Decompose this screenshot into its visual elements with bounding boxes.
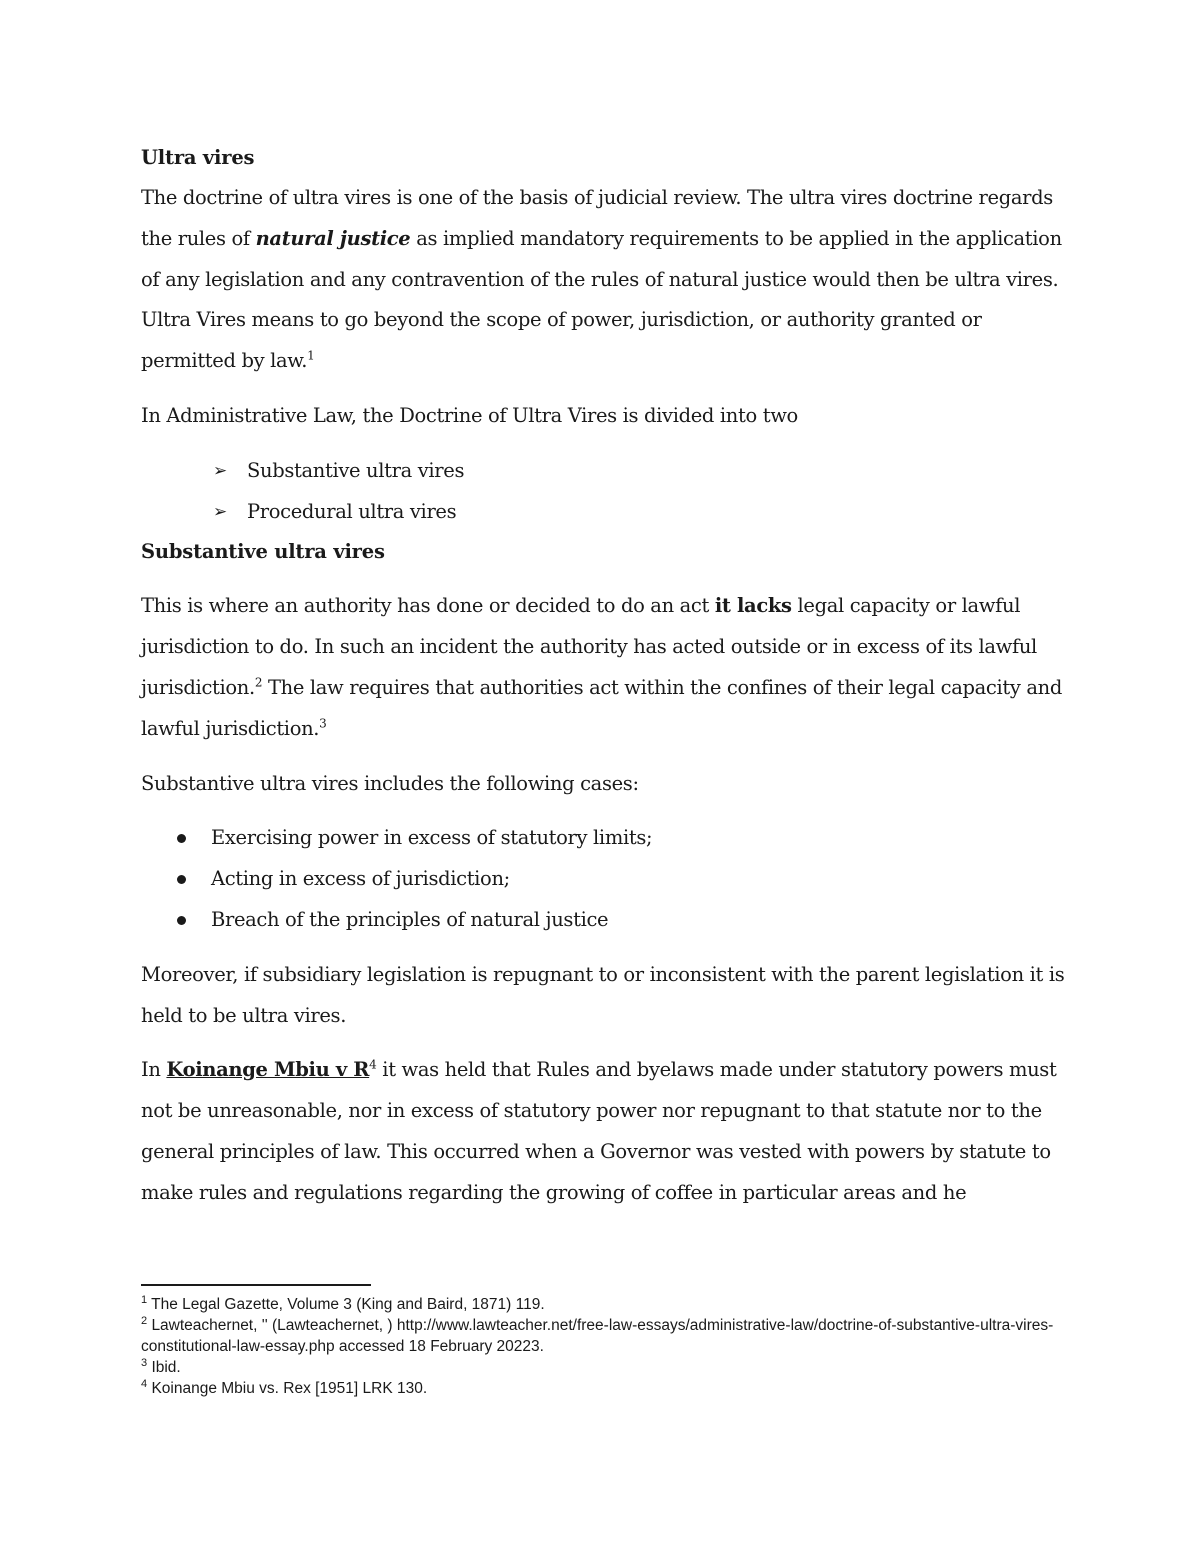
- list-item-label: Exercising power in excess of statutory limits;: [211, 826, 653, 850]
- footnote-number: 4: [141, 1377, 148, 1390]
- paragraph-subsidiary-legislation: Moreover, if subsidiary legislation is repugnant to or inconsistent with the parent legislation it is held to be ultra vires.: [141, 962, 1065, 1027]
- footnote-ref-2[interactable]: 2: [254, 675, 263, 690]
- footnotes: [141, 1284, 1071, 1399]
- footnote-3: [141, 1357, 1071, 1378]
- footnote-separator: [141, 1284, 371, 1286]
- text-run: it was held that Rules and byelaws made under statutory powers must not be unreasonable, nor in excess of statutory power nor repugnant to that statute nor to the general principles of law. This occurred when a Governor was vested with powers by statute to make rules and regulations regarding the growing of coffee in particular areas and he: [141, 1058, 1057, 1204]
- list-item: [213, 492, 1071, 533]
- bullet-list: [141, 818, 1071, 940]
- text-run: legal capacity or lawful jurisdiction to do. In such an incident the authority has acted outside or in excess of its lawful jurisdiction.: [141, 594, 1037, 699]
- footnote-text: The Legal Gazette, Volume 3 (King and Baird, 1871) 119.: [151, 1296, 545, 1313]
- list-item: [177, 900, 1071, 941]
- text-run: The doctrine of ultra vires is one of the basis of judicial review. The ultra vires doctrine regards the rules of: [141, 186, 1053, 250]
- bullet-dot-icon: [177, 834, 186, 843]
- text-run: In: [141, 1058, 167, 1082]
- footnote-ref-4[interactable]: 4: [369, 1057, 377, 1072]
- footnote-number: 3: [141, 1356, 148, 1369]
- list-item: [213, 451, 1071, 492]
- footnote-4: [141, 1378, 1071, 1399]
- paragraph-substantive-definition: [141, 586, 1071, 749]
- footnote-ref-1[interactable]: 1: [307, 348, 315, 363]
- paragraph-includes-cases: Substantive ultra vires includes the following cases:: [141, 771, 639, 795]
- section-heading-ultra-vires: Ultra vires: [141, 146, 255, 169]
- bullet-dot-icon: [177, 875, 186, 884]
- footnote-1: [141, 1294, 1071, 1315]
- bold-it-lacks: it lacks: [714, 594, 792, 618]
- text-run: as implied mandatory requirements to be applied in the application of any legislation and any contravention of the rules of natural justice would then be ultra vires. Ultra Vires means to go beyond the scope of power, jurisdiction, or authority granted or permitted by law.: [141, 226, 1062, 373]
- list-item: [177, 859, 1071, 900]
- footnote-number: 1: [141, 1293, 148, 1306]
- arrow-bullet-icon: ➢: [213, 460, 227, 481]
- footnote-text: Koinange Mbiu vs. Rex [1951] LRK 130.: [151, 1380, 428, 1397]
- arrow-list: [141, 451, 1071, 533]
- list-item-label: Breach of the principles of natural justice: [211, 907, 609, 931]
- list-item-label: Acting in excess of jurisdiction;: [211, 867, 510, 891]
- footnote-text[interactable]: Lawteachernet, '' (Lawteachernet, ) http://www.lawteacher.net/free-law-essays/administrative-law/doctrine-of-substantive-ultra-vires-constitutional-law-essay.php accessed 18 February 20223.: [141, 1317, 1054, 1355]
- paragraph-ultra-vires-definition: [141, 178, 1071, 382]
- arrow-bullet-icon: ➢: [213, 501, 227, 522]
- emphasis-natural-justice: natural justice: [255, 226, 411, 250]
- paragraph-divided-into-two: In Administrative Law, the Doctrine of Ultra Vires is divided into two: [141, 403, 798, 427]
- list-item-label: Procedural ultra vires: [247, 499, 457, 523]
- list-item-label: Substantive ultra vires: [247, 458, 465, 482]
- text-run: The law requires that authorities act within the confines of their legal capacity and lawful jurisdiction.: [141, 675, 1062, 740]
- footnote-2: [141, 1315, 1071, 1357]
- case-name-koinange: Koinange Mbiu v R: [166, 1058, 370, 1082]
- text-run: This is where an authority has done or decided to do an act: [141, 594, 715, 618]
- footnote-text: Ibid.: [151, 1359, 181, 1376]
- section-heading-substantive-ultra-vires: Substantive ultra vires: [141, 540, 385, 564]
- document-page: [141, 138, 1071, 1214]
- footnote-ref-3[interactable]: 3: [319, 716, 327, 731]
- bullet-dot-icon: [177, 916, 186, 925]
- footnote-number: 2: [141, 1314, 148, 1327]
- paragraph-koinange-case: [141, 1050, 1071, 1213]
- list-item: [177, 818, 1071, 859]
